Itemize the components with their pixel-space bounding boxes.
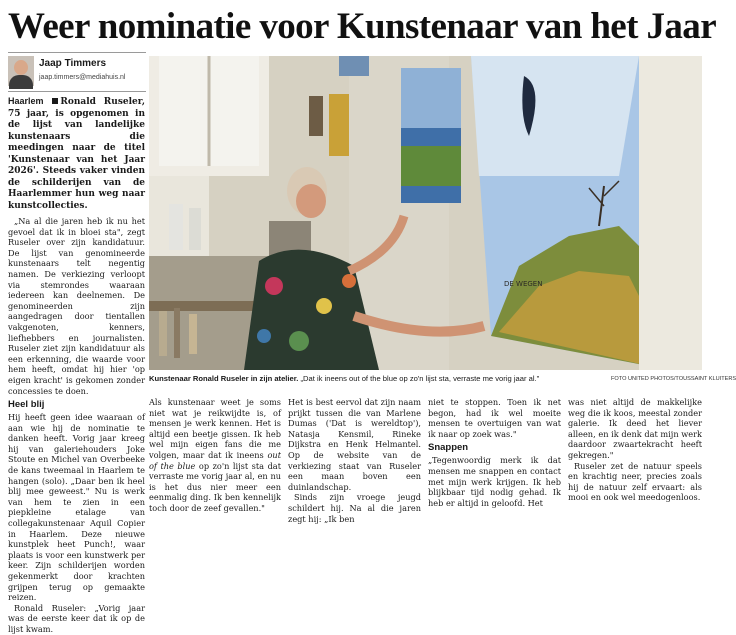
body-paragraph: Als kunstenaar weet je soms niet wat je reikwijdte is, of mensen je werk kennen. Het is altijd een beetje gissen. Ik heb wel mijn eigen fans die me volgen, maar dat ik ineens out of the blue op zo'n lijst sta dat verraste me vorig jaar al, en nu is het dus nier meer een eenmalig ding. Ik ben kennelijk toch door de zeef gevallen." — [149, 397, 281, 513]
avatar — [8, 56, 34, 86]
photo-credit: FOTO UNITED PHOTOS/TOUSSAINT KLUITERS — [611, 376, 736, 382]
subhead-snappen: Snappen — [428, 442, 469, 454]
italic-phrase: out of the blue — [149, 449, 281, 471]
body-paragraph: Het is best eervol dat zijn naam prijkt tussen die van Marlene Dumas ('Dat is wereldtop'), Natasja Kensmil, Rineke Dijkstra en Henk Helmantel. Op de website van de verkiezing staat van Ruseler een maan boven een duinlandschap. — [288, 397, 421, 492]
lead-text: Ronald Ruseler, 75 jaar, is opgenomen in de lijst van landelijke kunstenaars die meedingen naar de titel 'Kunstenaar van het Jaar 2026'. Steeds vaker vinden de schilderijen van de Haarlemmer hun weg naar kunstcollecties. — [8, 97, 145, 211]
author-name: Jaap Timmers — [39, 58, 107, 69]
column-5 — [568, 397, 702, 503]
divider — [8, 91, 146, 92]
column-1 — [8, 96, 145, 635]
body-paragraph: Ronald Ruseler: „Vorig jaar was de eerste keer dat ik op de lijst kwam. — [8, 602, 145, 634]
lead-paragraph — [8, 96, 145, 212]
caption-bold: Kunstenaar Ronald Ruseler in zijn atelier. — [149, 374, 299, 383]
painting-text: DE WEGEN — [504, 280, 543, 288]
column-2 — [149, 397, 281, 514]
headline: Weer nominatie voor Kunstenaar van het Jaar — [8, 6, 717, 47]
atelier-photo — [149, 56, 702, 370]
dateline: Haarlem — [8, 96, 44, 106]
column-3 — [288, 397, 421, 524]
author-email[interactable]: jaap.timmers@mediahuis.nl — [39, 74, 126, 81]
blue-painting — [401, 68, 461, 203]
body-paragraph: niet te stoppen. Toen ik net begon, had ik wel moeite mensen te overtuigen van wat ik naar op zoek was." — [428, 397, 561, 439]
square-bullet-icon — [52, 98, 58, 104]
body-paragraph: Sinds zijn vroege jeugd schildert hij. Na al die jaren zegt hij: „Ik ben — [288, 492, 421, 524]
body-paragraph: Ruseler zet de natuur speels en krachtig neer, precies zoals hij de natuur zelf ervaart: als mooi en ook wel meedogenloos. — [568, 460, 702, 503]
caption-text: „Dat ik ineens out of the blue op zo'n lijst sta, verraste me vorig jaar al." — [298, 374, 540, 383]
body-paragraph: „Na al die jaren heb ik nu het gevoel dat ik in bloei sta", zegt Ruseler over zijn kandidatuur. De lijst van genomineerde kunstenaars telt negentig namen. De verkiezing verloopt via stemrondes waaraan iedereen kan deelnemen. De genomineerden zijn aangedragen door tientallen vakgenoten, kenners, liefhebbers en journalisten. Ruseler ziet zijn kandidatuur als een erkenning, die waarde voor hem heeft, omdat hij hier 'op eigen kracht' is gekomen zonder concessies te doen. — [8, 216, 145, 396]
subhead-heel-blij: Heel blij — [8, 399, 45, 411]
divider — [8, 52, 146, 53]
body-paragraph: „Tegenwoordig merk ik dat mensen me snappen en contact met mijn werk krijgen. Ik heb blijkbaar tijd nodig gehad. Ik heb er altijd in geloofd. Het — [428, 455, 561, 508]
photo-caption — [149, 374, 604, 384]
column-4 — [428, 397, 561, 508]
moon-painting — [471, 56, 649, 366]
byline — [8, 56, 148, 86]
body-paragraph: was niet altijd de makkelijke weg die ik koos, meestal zonder galerie. Ik deed het liever alleen, en ik denk dat mijn werk daardoor zwaartekracht heeft gekregen." — [568, 397, 702, 460]
body-paragraph: Hij heeft geen idee waaraan of aan wie hij de nominatie te danken heeft. Vorig jaar kreeg hij van galeriehouders Joke Stoute en Michel van Overbeeke de kans tweemaal in Haarlem te hangen (solo). „Daar ben ik heel blij mee geweest." Nu is werk van hem te zien in een piepkleine etalage van collegakunstenaar Aquil Copier in Haarlem. Deze nieuwe kunstplek heet Punch!, waar plaats is voor een kunstwerk per keer. Zijn schilderijen worden gekenmerkt door krachten grijpen terug op gemaakte reizen. — [8, 412, 145, 603]
